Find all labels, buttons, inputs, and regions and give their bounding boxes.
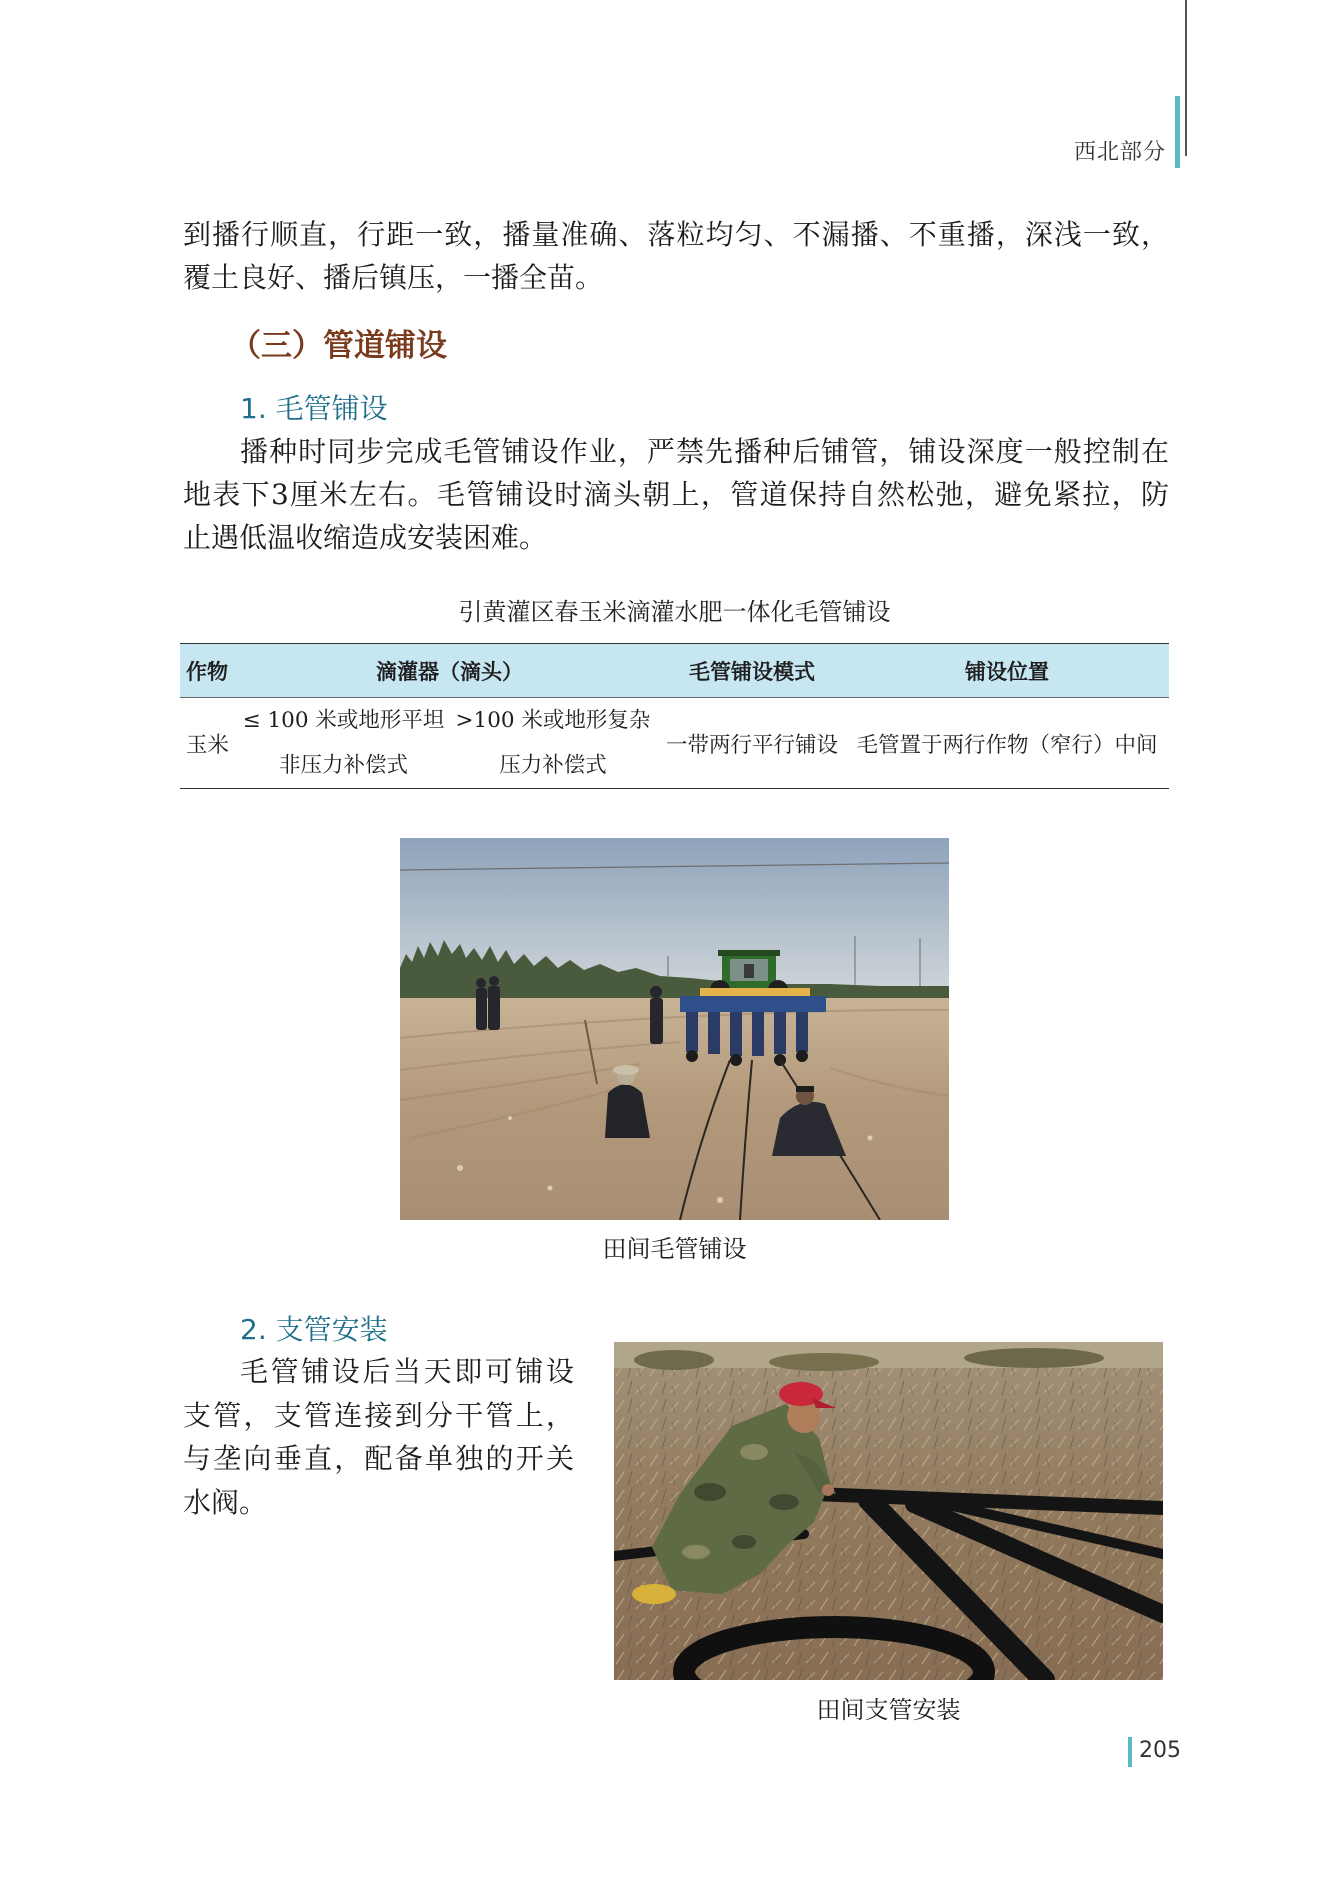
field	[400, 998, 949, 1220]
page-number-accent-bar	[1128, 1737, 1132, 1767]
cell-crop: 玉米	[180, 698, 240, 789]
table-caption: 引黄灌区春玉米滴灌水肥一体化毛管铺设	[458, 598, 891, 626]
table-header-row	[180, 644, 1169, 698]
figure-caption-branch-pipe: 田间支管安装	[816, 1696, 961, 1724]
paragraph-line: 播种时同步完成毛管铺设作业，严禁先播种后铺管，铺设深度一般控制在	[240, 435, 1169, 468]
lateral-pipe-paragraph	[183, 430, 1169, 559]
photo-lateral-pipe-laying	[400, 838, 949, 1220]
lateral-pipe-spec-table	[180, 643, 1169, 789]
photo-branch-pipe-installation	[614, 1342, 1163, 1680]
page-number: 205	[1139, 1738, 1181, 1763]
subsection-heading-branch-pipe: 2. 支管安装	[240, 1313, 388, 1346]
header-position: 铺设位置	[845, 644, 1169, 698]
photo-branch-pipe-installation-graphic	[614, 1342, 1163, 1680]
paragraph-line: 止遇低温收缩造成安装困难。	[183, 521, 548, 554]
emitter-short-type: 非压力补偿式	[278, 753, 408, 778]
section-heading: （三）管道铺设	[230, 328, 447, 364]
header-accent-bar	[1175, 96, 1180, 168]
page-edge-rule	[1185, 0, 1187, 156]
paragraph-line: 到播行顺直，行距一致，播量准确、落粒均匀、不漏播、不重播，深浅一致，	[183, 218, 1169, 251]
cell-emitter-long	[447, 698, 659, 789]
paragraph-line: 水阀。	[183, 1485, 268, 1519]
cell-mode: 一带两行平行铺设	[659, 698, 845, 789]
cell-emitter-short	[240, 698, 447, 789]
header-crop: 作物	[180, 644, 240, 698]
table-row	[180, 698, 1169, 789]
emitter-long-condition: >100 米或地形复杂	[455, 708, 651, 733]
paragraph-line: 覆土良好、播后镇压，一播全苗。	[183, 261, 604, 294]
header-emitter: 滴灌器（滴头）	[240, 644, 659, 698]
emitter-short-condition: ≤ 100 米或地形平坦	[242, 708, 445, 733]
paragraph-line: 地表下3厘米左右。毛管铺设时滴头朝上，管道保持自然松弛，避免紧拉，防	[183, 478, 1169, 511]
subsection-heading-lateral-pipe: 1. 毛管铺设	[240, 392, 388, 425]
cell-position: 毛管置于两行作物（窄行）中间	[845, 698, 1169, 789]
worker-near-planter	[650, 986, 663, 1044]
paragraph-line: 毛管铺设后当天即可铺设	[240, 1355, 574, 1388]
paragraph-line: 支管，支管连接到分干管上，	[183, 1398, 574, 1432]
emitter-long-type: 压力补偿式	[499, 753, 607, 778]
figure-caption-lateral-pipe: 田间毛管铺设	[602, 1235, 747, 1263]
intro-paragraph	[183, 213, 1169, 299]
branch-pipe-paragraph	[183, 1350, 574, 1524]
paragraph-line: 与垄向垂直，配备单独的开关	[183, 1442, 574, 1475]
header-mode: 毛管铺设模式	[659, 644, 845, 698]
running-header-section: 西北部分	[1073, 140, 1166, 165]
photo-lateral-pipe-laying-graphic	[400, 838, 949, 1220]
